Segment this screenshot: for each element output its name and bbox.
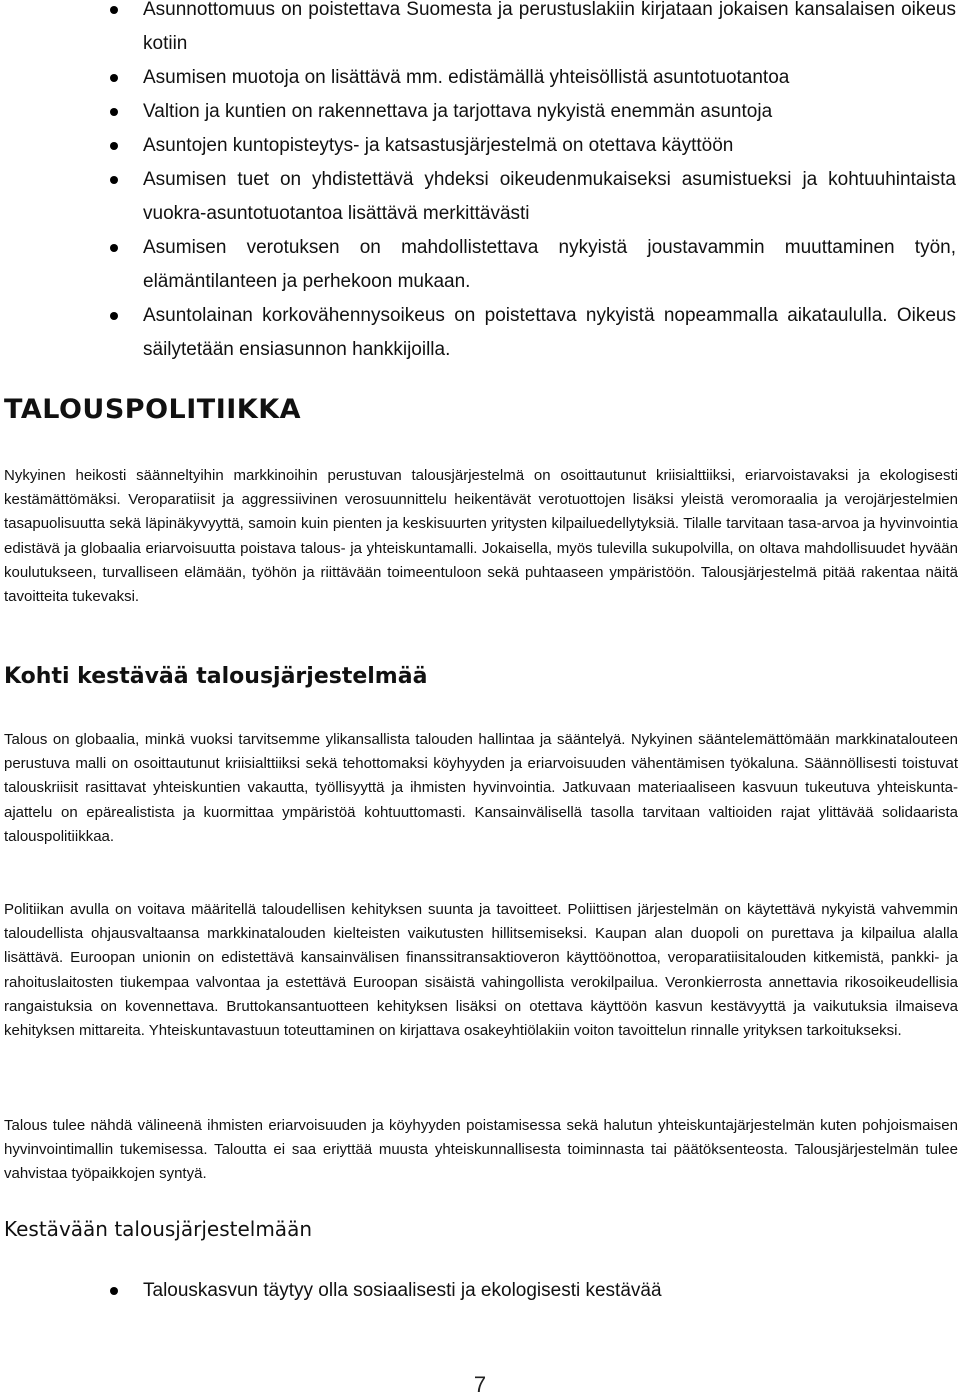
paragraph: Talous on globaalia, minkä vuoksi tarvitsemme ylikansallista talouden hallintaa ja sääntelyä. Nykyinen sääntelemättömään markkinatalouteen perustuva malli on osoittautunut kriisialttiiksi sekä tehottomaksi köyhyyden ja eriarvoisuuden vähentämisen työkaluna. Säännöllisesti toistuvat talouskriisit rasittavat yhteiskuntien vakautta, työllisyyttä ja ihmisten hyvinvointia. Jatkuvaan materiaaliseen kasvuun tukeutuva yhteiskunta-ajattelu on epärealistista ja kuormittaa ympäristöä kohtuuttomasti. Kansainvälisellä tasolla tarvitaan valtioiden rajat ylittävää solidaarista talouspolitiikkaa. xyxy=(4,731,958,845)
list-item-text: Asumisen tuet on yhdistettävä yhdeksi oikeudenmukaiseksi asumistueksi ja kohtuuhintaista vuokra-asuntotuotantoa lisättävä merkittävästi xyxy=(143,169,956,224)
list-item xyxy=(0,299,960,367)
list-item-text: Asunnottomuus on poistettava Suomesta ja perustuslakiin kirjataan jokaisen kansalaisen oikeus kotiin xyxy=(143,0,956,54)
paragraph-intro: Nykyinen heikosti säänneltyihin markkinoihin perustuvan talousjärjestelmä on osoittautunut kriisialttiiksi, eriarvoistavaksi ja ekologisesti kestämättömäksi. Veroparatiisit ja aggressiivinen verosuunnittelu heikentävät verotuottojen lisäksi yleistä veromoraalia ja verojärjestelmien tasapuolisuutta sekä läpinäkyvyyttä, samoin kuin pienten ja keskisuurten yritysten kilpailuedellytyksiä. Tilalle tarvitaan tasa-arvoa ja hyvinvointia edistävä ja globaalia eriarvoisuutta poistava talous- ja yhteiskuntamalli. Jokaisella, myös tulevilla sukupolvilla, on oltava mahdollisuudet hyvään koulutukseen, turvalliseen elämään, työhön ja riittävään toimeentuloon sekä puhtaaseen ympäristöön. Talousjärjestelmä pitää rakentaa näitä tavoitteita tukevaksi. xyxy=(4,467,958,606)
bullet-icon xyxy=(110,176,118,184)
list-item-text: Asuntojen kuntopisteytys- ja katsastusjärjestelmä on otettava käyttöön xyxy=(143,135,734,156)
list-item xyxy=(0,61,960,95)
list-item xyxy=(0,163,960,231)
bullet-icon xyxy=(110,108,118,116)
housing-bullet-list xyxy=(0,0,960,367)
bullet-icon xyxy=(110,6,118,14)
bullet-icon xyxy=(110,244,118,252)
list-item xyxy=(0,129,960,163)
list-item-text: Asumisen verotuksen on mahdollistettava nykyistä joustavammin muuttaminen työn, elämäntilanteen ja perhekoon mukaan. xyxy=(143,237,956,292)
section-heading-kohti: Kohti kestävää talousjärjestelmää xyxy=(4,664,428,689)
list-item-text: Asuntolainan korkovähennysoikeus on poistettava nykyistä nopeammalla aikataululla. Oikeus säilytetään ensiasunnon hankkijoilla. xyxy=(143,305,956,360)
economy-bullet-list xyxy=(0,1274,960,1308)
paragraph: Politiikan avulla on voitava määritellä taloudellisen kehityksen suunta ja tavoitteet. Poliittisen järjestelmän on käytettävä nykyistä vahvemmin taloudellista ohjausvaltaansa markkinatalouden kielteisten vaikutusten hillitsemiseksi. Kaupan alan duopoli on purettava ja kilpailua alalla lisättävä. Euroopan unionin on edistettävä kansainvälisen finanssitransaktioveron käyttöönottoa, veroparatiisitalouden kitkemistä, pankki- ja rahoituslaitosten tiukempaa valvontaa ja estettävä Euroopan sisäistä vahingollista verokilpailua. Veronkierrosta annettavia rikosoikeudellisia rangaistuksia on kovennettava. Bruttokansantuotteen kehityksen lisäksi on otettava käyttöön kasvun kestävyyttä ja vaikutuksia ilmaiseva kehityksen mittareita. Yhteiskuntavastuun toteuttaminen on kirjattava osakeyhtiölakiin voiton tavoittelun rinnalle yrityksen tarkoitukseksi. xyxy=(4,901,958,1040)
bullet-icon xyxy=(110,142,118,150)
bullet-icon xyxy=(110,1287,118,1295)
bullet-icon xyxy=(110,74,118,82)
paragraph: Talous tulee nähdä välineenä ihmisten eriarvoisuuden ja köyhyyden poistamisessa sekä halutun yhteiskuntajärjestelmän kuten pohjoismaisen hyvinvointimallin tukemisessa. Taloutta ei saa eriyttää muusta yhteiskunnallisesta toiminnasta tai päätöksenteosta. Talousjärjestelmän tulee vahvistaa työpaikkojen syntyä. xyxy=(4,1117,958,1183)
list-item xyxy=(0,231,960,299)
list-item xyxy=(0,95,960,129)
list-item-text: Valtion ja kuntien on rakennettava ja tarjottava nykyistä enemmän asuntoja xyxy=(143,101,773,122)
section-heading-talouspolitiikka: TALOUSPOLITIIKKA xyxy=(4,394,302,425)
page-number: 7 xyxy=(473,1372,487,1397)
list-item-text: Asumisen muotoja on lisättävä mm. edistämällä yhteisöllistä asuntotuotantoa xyxy=(143,67,790,88)
section-heading-kestava: Kestävään talousjärjestelmään xyxy=(4,1217,312,1241)
list-item-text: Talouskasvun täytyy olla sosiaalisesti ja ekologisesti kestävää xyxy=(143,1280,662,1301)
list-item xyxy=(0,0,960,61)
list-item xyxy=(0,1274,960,1308)
bullet-icon xyxy=(110,312,118,320)
